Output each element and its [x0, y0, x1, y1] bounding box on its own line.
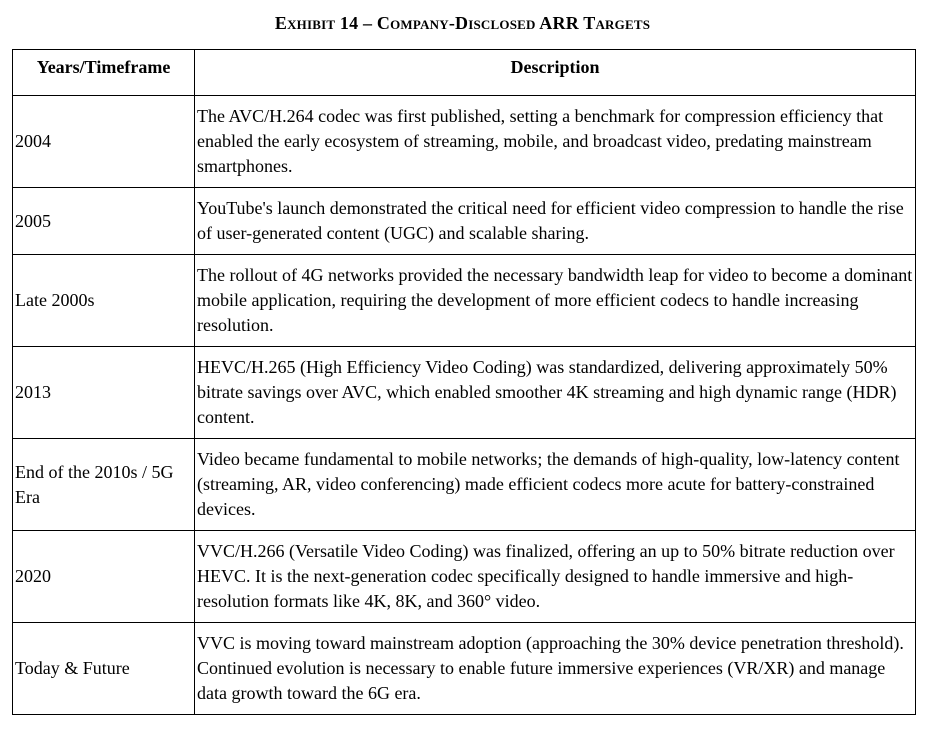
exhibit-title: Exhibit 14 – Company-Disclosed ARR Targets	[274, 13, 651, 33]
table-row	[13, 188, 916, 255]
year-cell: 2005	[13, 188, 195, 255]
description-cell: HEVC/H.265 (High Efficiency Video Coding) was standardized, delivering approximately 50% bitrate savings over AVC, which enabled smoother 4K streaming and high dynamic range (HDR) content.	[195, 347, 916, 439]
table-row	[13, 439, 916, 531]
description-cell: The rollout of 4G networks provided the necessary bandwidth leap for video to become a dominant mobile application, requiring the development of more efficient codecs to handle increasing resolution.	[195, 255, 916, 347]
description-cell: VVC is moving toward mainstream adoption (approaching the 30% device penetration threshold). Continued evolution is necessary to enable future immersive experiences (VR/XR) and manage data growth toward the 6G era.	[195, 623, 916, 715]
table-row	[13, 623, 916, 715]
year-cell: 2020	[13, 531, 195, 623]
description-cell: Video became fundamental to mobile networks; the demands of high-quality, low-latency content (streaming, AR, video conferencing) made efficient codecs more acute for battery-constrained devices.	[195, 439, 916, 531]
year-cell: 2004	[13, 96, 195, 188]
year-cell: Today & Future	[13, 623, 195, 715]
table-header-row	[13, 50, 916, 96]
table-row	[13, 531, 916, 623]
table-row	[13, 255, 916, 347]
year-cell: 2013	[13, 347, 195, 439]
table-row	[13, 347, 916, 439]
year-cell: Late 2000s	[13, 255, 195, 347]
description-cell: YouTube's launch demonstrated the critical need for efficient video compression to handle the rise of user-generated content (UGC) and scalable sharing.	[195, 188, 916, 255]
timeline-table	[12, 49, 916, 715]
header-description: Description	[195, 50, 916, 96]
description-cell: The AVC/H.264 codec was first published, setting a benchmark for compression efficiency that enabled the early ecosystem of streaming, mobile, and broadcast video, predating mainstream smartphones.	[195, 96, 916, 188]
year-cell: End of the 2010s / 5G Era	[13, 439, 195, 531]
description-cell: VVC/H.266 (Versatile Video Coding) was finalized, offering an up to 50% bitrate reduction over HEVC. It is the next-generation codec specifically designed to handle immersive and high-resolution formats like 4K, 8K, and 360° video.	[195, 531, 916, 623]
header-years: Years/Timeframe	[13, 50, 195, 96]
table-row	[13, 96, 916, 188]
